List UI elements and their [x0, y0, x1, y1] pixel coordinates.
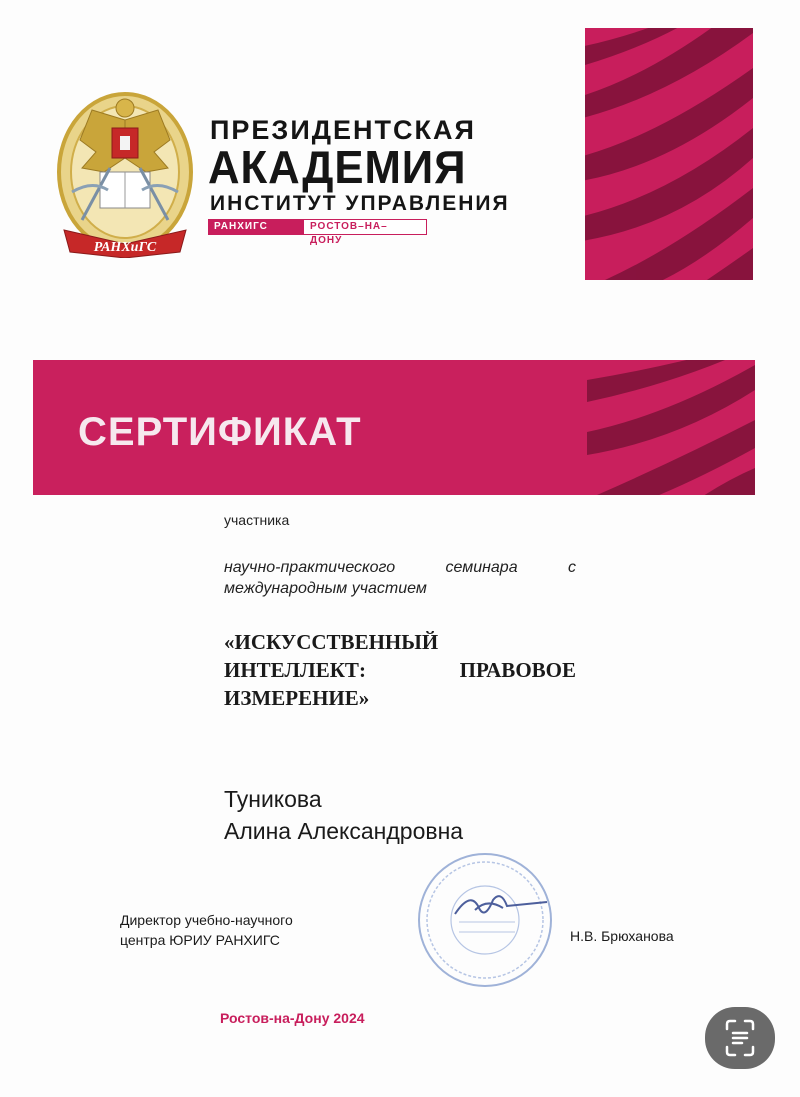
scan-text-icon — [705, 1007, 775, 1069]
place-and-year: Ростов-на-Дону 2024 — [220, 1010, 365, 1026]
wordmark-line-3: ИНСТИТУТ УПРАВЛЕНИЯ — [210, 192, 510, 215]
signer-name: Н.В. Брюханова — [570, 928, 674, 944]
wordmark-line-1: ПРЕЗИДЕНТСКАЯ — [210, 115, 476, 145]
seminar-topic — [224, 628, 576, 712]
topic-line-3: ИЗМЕРЕНИЕ» — [224, 686, 370, 710]
logo-ribbon-text: РАНХиГС — [93, 240, 157, 255]
official-seal-icon — [415, 850, 555, 990]
topic-line-2: ИНТЕЛЛЕКТ: ПРАВОВОЕ — [224, 658, 576, 682]
decorative-panel — [585, 28, 753, 280]
director-line-2: центра ЮРИУ РАНХИГС — [120, 932, 280, 948]
ranepa-emblem-icon — [52, 80, 198, 258]
certificate-title-band — [33, 360, 755, 495]
topic-line-1: «ИСКУССТВЕННЫЙ — [224, 630, 439, 654]
wordmark-line-2: АКАДЕМИЯ — [208, 141, 467, 193]
recipient-given-names: Алина Александровна — [224, 818, 464, 844]
seminar-line-1: научно-практического семинара с — [224, 559, 576, 576]
participant-label: участника — [224, 512, 290, 528]
seminar-line-2: международным участием — [224, 580, 427, 597]
recipient-surname: Туникова — [224, 786, 322, 812]
director-title — [120, 910, 293, 950]
tag-rostov: РОСТОВ–НА–ДОНУ — [303, 219, 427, 235]
director-line-1: Директор учебно-научного — [120, 912, 293, 928]
signature-scribble-icon — [455, 896, 547, 914]
band-stripes-icon — [587, 360, 755, 495]
certificate-title: СЕРТИФИКАТ — [78, 410, 362, 454]
tag-ranepa: РАНХИГС — [208, 219, 303, 235]
scan-text-button[interactable] — [705, 1007, 775, 1069]
diagonal-stripes-icon — [585, 28, 753, 280]
